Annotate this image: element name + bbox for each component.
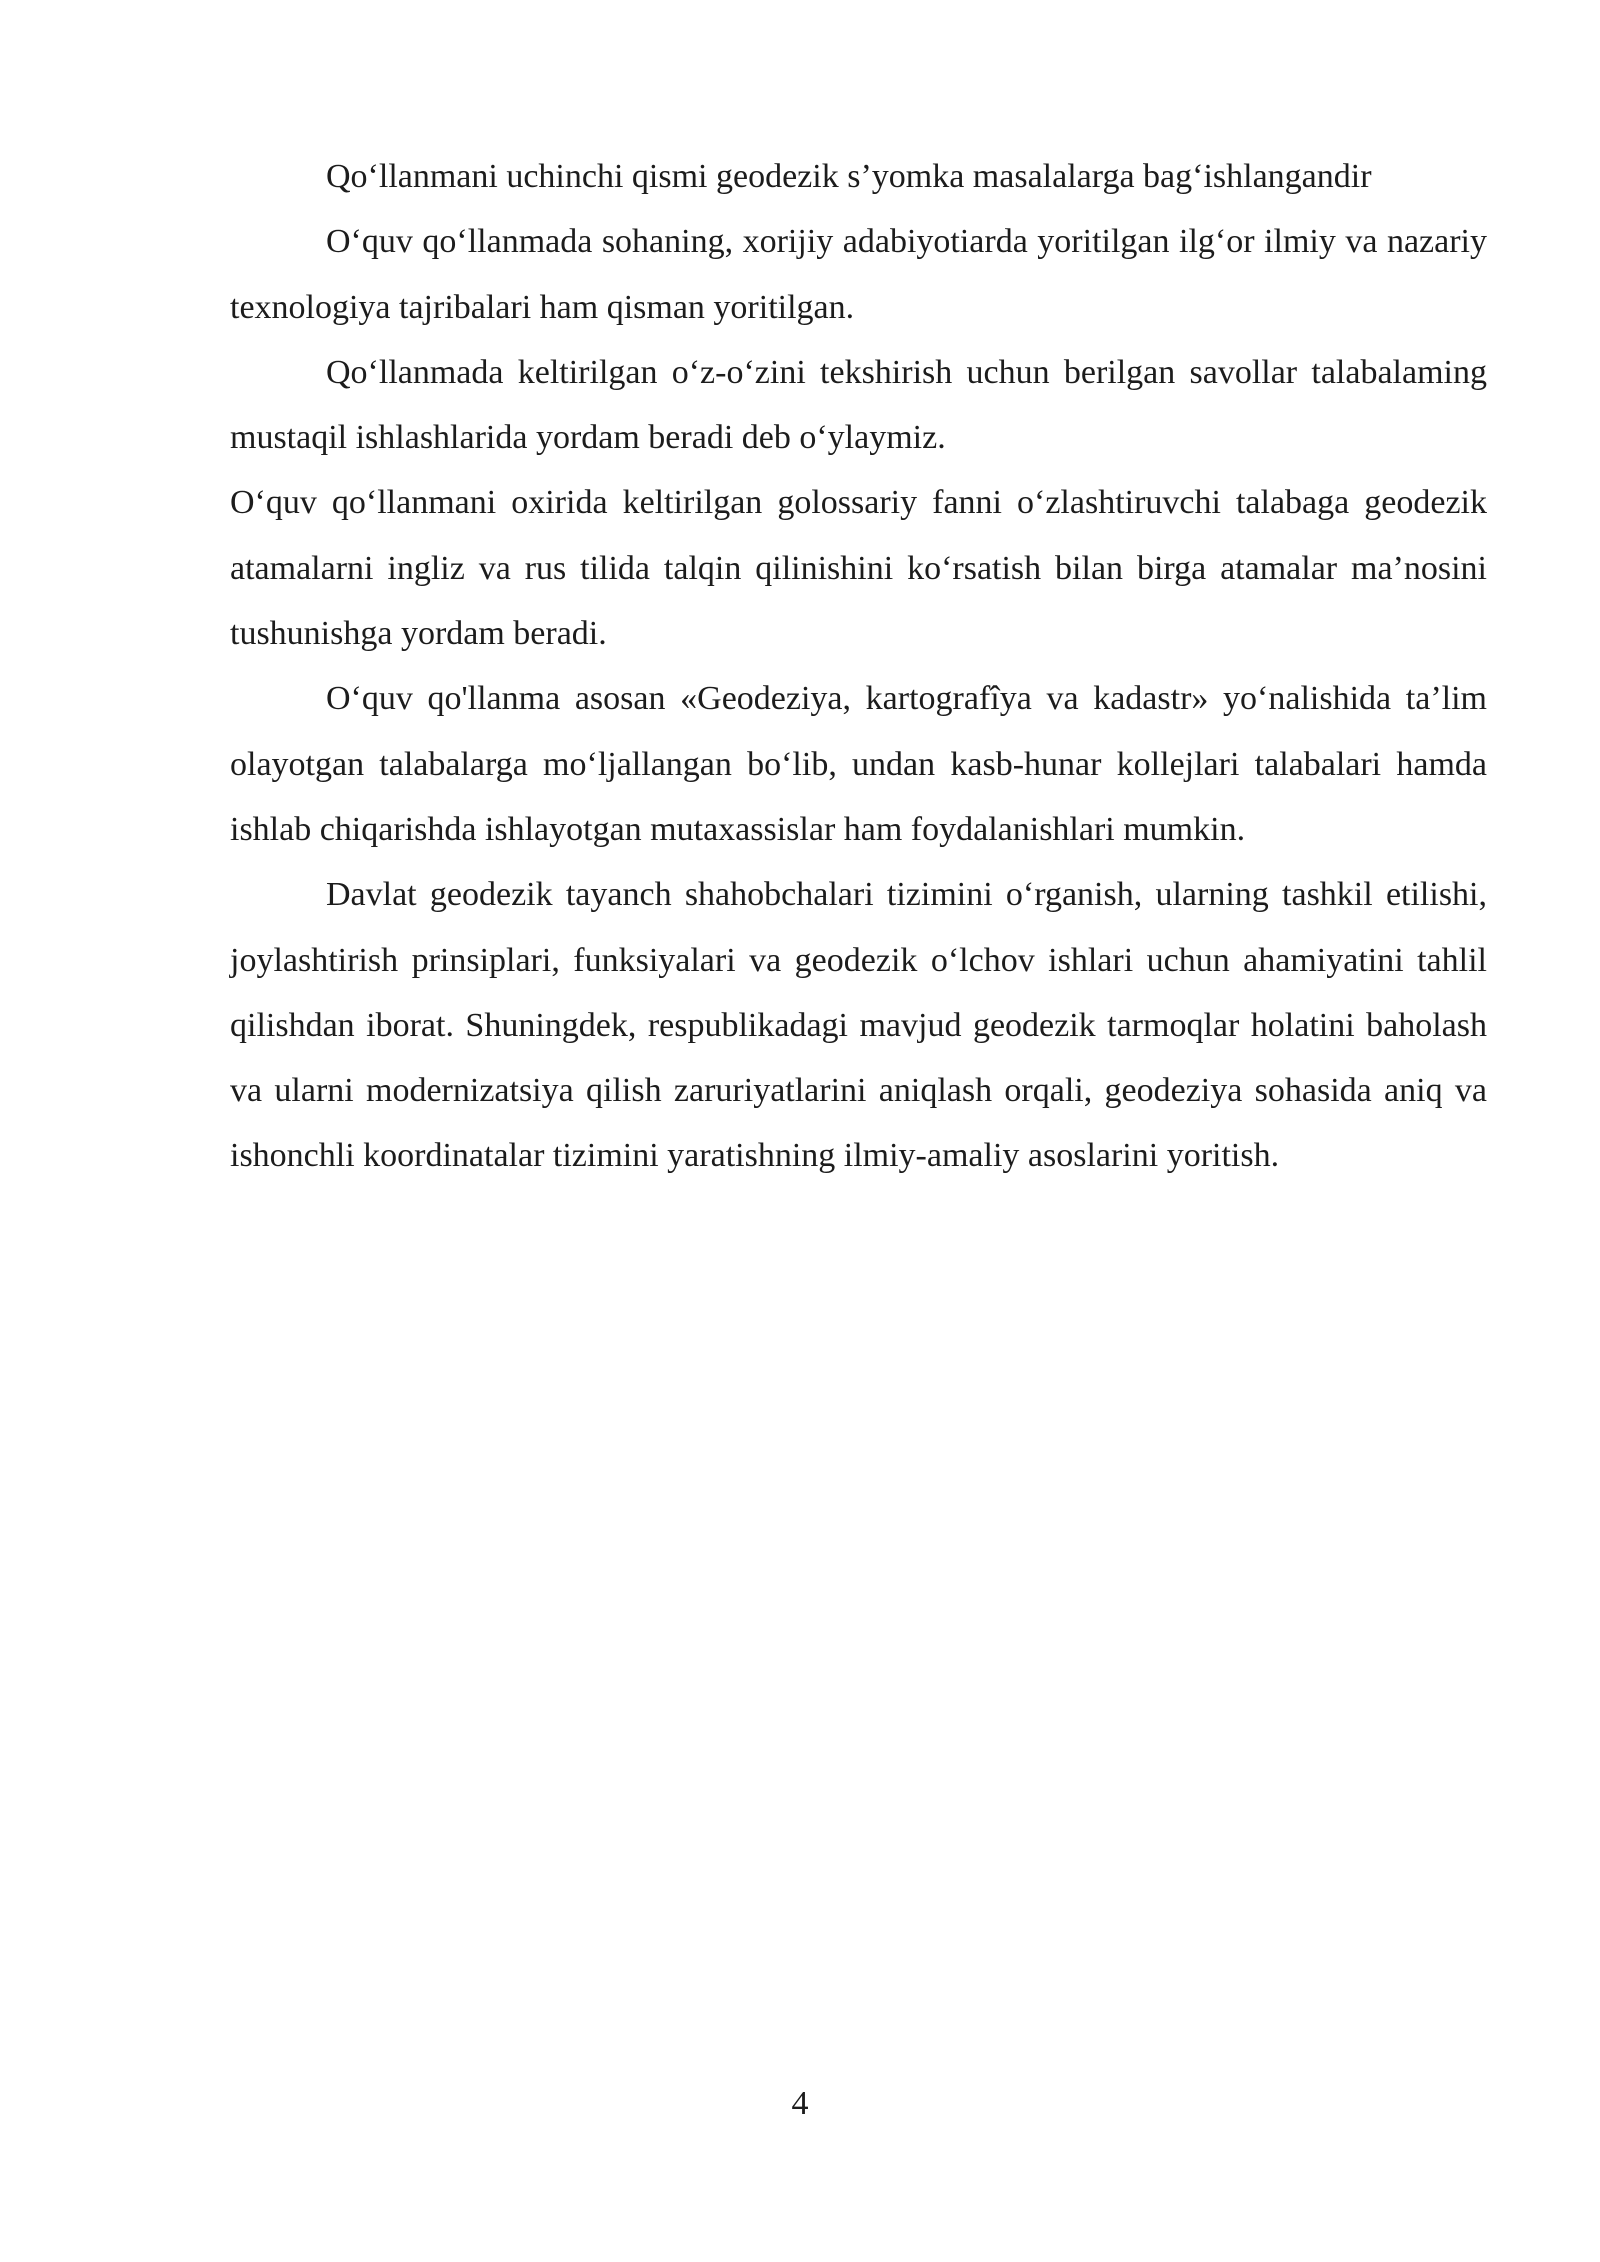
- page-number: 4: [791, 2085, 809, 2122]
- paragraph-6: Davlat geodezik tayanch shahobchalari tizimini o‘rganish, ularning tashkil etilishi, joylashtirish prinsiplari, funksiyalari va geodezik o‘lchov ishlari uchun ahamiyatini tahlil qilishdan iborat. Shuningdek, respublikadagi mavjud geodezik tarmoqlar holatini baholash va ularni modernizatsiya qilish zaruriyatlarini aniqlash orqali, geodeziya sohasida aniq va ishonchli koordinatalar tizimini yaratishning ilmiy-amaliy asoslarini yoritish.: [230, 876, 1487, 1175]
- paragraph-1: Qo‘llanmani uchinchi qismi geodezik s’yomka masalalarga bag‘ishlangandir: [326, 158, 1372, 195]
- paragraph-4: O‘quv qo‘llanmani oxirida keltirilgan golossariy fanni o‘zlashtiruvchi talabaga geodezik atamalarni ingliz va rus tilida talqin qilinishini ko‘rsatish bilan birga atamalar ma’nosini tushunishga yordam beradi.: [230, 484, 1487, 653]
- body-text: [230, 144, 1487, 1189]
- paragraph-2: O‘quv qo‘llanmada sohaning, xorijiy adabiyotiarda yoritilgan ilg‘or ilmiy va nazariy texnologiya tajribalari ham qisman yoritilgan.: [230, 223, 1487, 326]
- paragraph-5: O‘quv qo'llanma asosan «Geodeziya, kartografîya va kadastr» yo‘nalishida ta’lim olayotgan talabalarga mo‘ljallangan bo‘lib, undan kasb-hunar kollejlari talabalari hamda ishlab chiqarishda ishlayotgan mutaxassislar ham foydalanishlari mumkin.: [230, 680, 1487, 848]
- paragraph-3: Qo‘llanmada keltirilgan o‘z-o‘zini tekshirish uchun berilgan savollar talabalaming mustaqil ishlashlarida yordam beradi deb o‘ylaymiz.: [230, 353, 1487, 457]
